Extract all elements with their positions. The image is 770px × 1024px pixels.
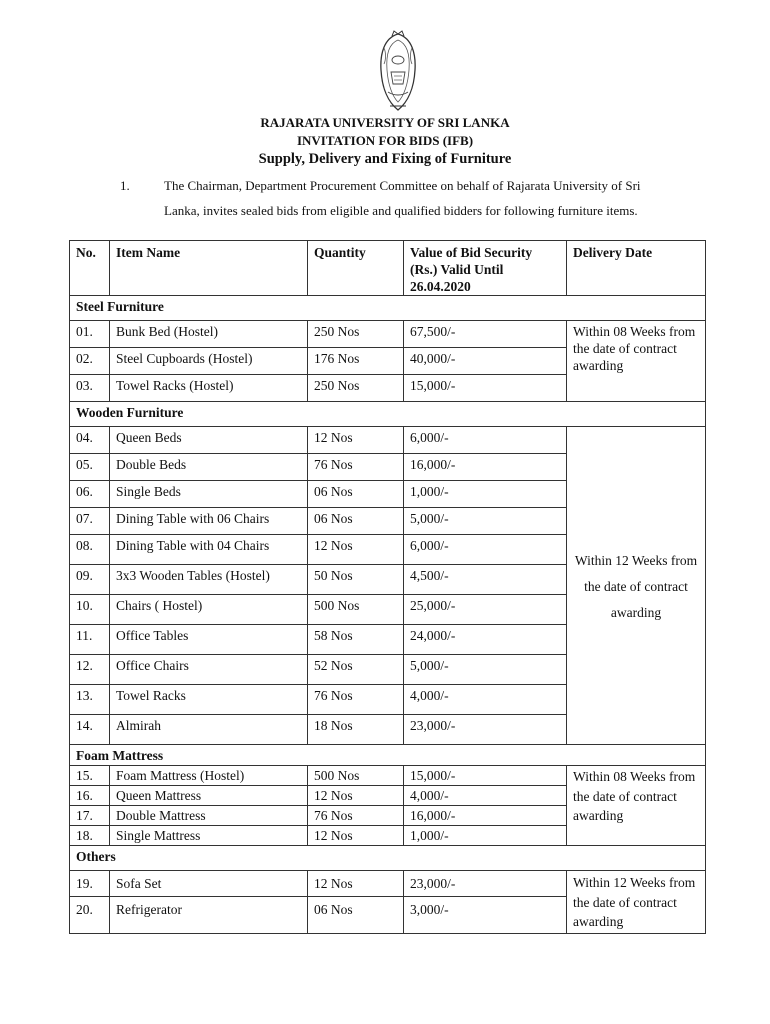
item-number: 14.: [70, 715, 110, 745]
delivery-date: Within 08 Weeks from the date of contract awarding: [567, 766, 706, 846]
item-quantity: 18 Nos: [308, 715, 404, 745]
document-title: INVITATION FOR BIDS (IFB): [296, 133, 474, 148]
section-title: Wooden Furniture: [70, 402, 706, 427]
item-bid-security: 16,000/-: [404, 806, 567, 826]
item-number: 12.: [70, 655, 110, 685]
header-no: No.: [70, 241, 110, 296]
university-crest-logo: [374, 30, 422, 114]
item-quantity: 500 Nos: [308, 766, 404, 786]
item-number: 09.: [70, 565, 110, 595]
item-quantity: 250 Nos: [308, 375, 404, 402]
item-number: 04.: [70, 427, 110, 454]
item-bid-security: 4,000/-: [404, 685, 567, 715]
item-name: Office Tables: [110, 625, 308, 655]
section-row: [70, 296, 706, 321]
header-delivery-date: Delivery Date: [567, 241, 706, 296]
item-number: 15.: [70, 766, 110, 786]
item-number: 20.: [70, 897, 110, 934]
item-number: 10.: [70, 595, 110, 625]
item-name: Chairs ( Hostel): [110, 595, 308, 625]
header-bid-security: Value of Bid Security (Rs.) Valid Until 26.04.2020: [404, 241, 567, 296]
item-number: 02.: [70, 348, 110, 375]
item-bid-security: 23,000/-: [404, 715, 567, 745]
item-quantity: 50 Nos: [308, 565, 404, 595]
item-quantity: 176 Nos: [308, 348, 404, 375]
item-bid-security: 4,000/-: [404, 786, 567, 806]
item-quantity: 06 Nos: [308, 508, 404, 535]
item-quantity: 500 Nos: [308, 595, 404, 625]
item-bid-security: 5,000/-: [404, 508, 567, 535]
item-number: 19.: [70, 871, 110, 897]
table-row: [70, 871, 706, 897]
item-name: Towel Racks (Hostel): [110, 375, 308, 402]
item-quantity: 06 Nos: [308, 897, 404, 934]
section-row: [70, 846, 706, 871]
delivery-date: Within 08 Weeks from the date of contract awarding: [567, 321, 706, 402]
item-name: Dining Table with 06 Chairs: [110, 508, 308, 535]
item-bid-security: 3,000/-: [404, 897, 567, 934]
item-number: 17.: [70, 806, 110, 826]
item-name: Refrigerator: [110, 897, 308, 934]
item-quantity: 12 Nos: [308, 427, 404, 454]
item-bid-security: 15,000/-: [404, 766, 567, 786]
item-name: Queen Mattress: [110, 786, 308, 806]
item-bid-security: 40,000/-: [404, 348, 567, 375]
item-bid-security: 16,000/-: [404, 454, 567, 481]
item-name: Double Mattress: [110, 806, 308, 826]
table-row: [70, 766, 706, 786]
item-number: 03.: [70, 375, 110, 402]
item-bid-security: 15,000/-: [404, 375, 567, 402]
item-number: 16.: [70, 786, 110, 806]
item-quantity: 58 Nos: [308, 625, 404, 655]
item-name: 3x3 Wooden Tables (Hostel): [110, 565, 308, 595]
section-title: Steel Furniture: [70, 296, 706, 321]
item-bid-security: 24,000/-: [404, 625, 567, 655]
item-name: Steel Cupboards (Hostel): [110, 348, 308, 375]
item-number: 13.: [70, 685, 110, 715]
delivery-date: Within 12 Weeks from the date of contract awarding: [567, 427, 706, 745]
item-number: 01.: [70, 321, 110, 348]
item-bid-security: 5,000/-: [404, 655, 567, 685]
table-row: [70, 427, 706, 454]
intro-line-1: The Chairman, Department Procurement Committee on behalf of Rajarata University of Sri: [164, 178, 641, 193]
item-quantity: 76 Nos: [308, 454, 404, 481]
bid-subject: Supply, Delivery and Fixing of Furniture: [258, 151, 512, 167]
item-quantity: 76 Nos: [308, 806, 404, 826]
item-bid-security: 23,000/-: [404, 871, 567, 897]
item-quantity: 250 Nos: [308, 321, 404, 348]
item-quantity: 06 Nos: [308, 481, 404, 508]
item-bid-security: 25,000/-: [404, 595, 567, 625]
furniture-bid-table: [69, 240, 706, 934]
item-number: 08.: [70, 535, 110, 565]
section-title: Foam Mattress: [70, 745, 706, 766]
item-name: Foam Mattress (Hostel): [110, 766, 308, 786]
item-name: Towel Racks: [110, 685, 308, 715]
item-quantity: 52 Nos: [308, 655, 404, 685]
item-name: Single Mattress: [110, 826, 308, 846]
item-bid-security: 1,000/-: [404, 826, 567, 846]
section-row: [70, 745, 706, 766]
header-quantity: Quantity: [308, 241, 404, 296]
intro-line-2: Lanka, invites sealed bids from eligible and qualified bidders for following furniture items.: [164, 203, 638, 218]
item-bid-security: 4,500/-: [404, 565, 567, 595]
item-name: Bunk Bed (Hostel): [110, 321, 308, 348]
item-quantity: 12 Nos: [308, 871, 404, 897]
item-name: Sofa Set: [110, 871, 308, 897]
item-name: Office Chairs: [110, 655, 308, 685]
item-number: 07.: [70, 508, 110, 535]
item-number: 18.: [70, 826, 110, 846]
item-quantity: 76 Nos: [308, 685, 404, 715]
header-item-name: Item Name: [110, 241, 308, 296]
university-name: RAJARATA UNIVERSITY OF SRI LANKA: [260, 115, 510, 130]
item-bid-security: 67,500/-: [404, 321, 567, 348]
item-name: Queen Beds: [110, 427, 308, 454]
item-quantity: 12 Nos: [308, 786, 404, 806]
item-number: 06.: [70, 481, 110, 508]
item-name: Almirah: [110, 715, 308, 745]
item-quantity: 12 Nos: [308, 535, 404, 565]
item-number: 11.: [70, 625, 110, 655]
item-name: Dining Table with 04 Chairs: [110, 535, 308, 565]
table-header-row: [70, 241, 706, 296]
item-number: 05.: [70, 454, 110, 481]
item-name: Single Beds: [110, 481, 308, 508]
paragraph-number: 1.: [120, 178, 130, 193]
item-bid-security: 6,000/-: [404, 427, 567, 454]
item-bid-security: 6,000/-: [404, 535, 567, 565]
item-quantity: 12 Nos: [308, 826, 404, 846]
item-bid-security: 1,000/-: [404, 481, 567, 508]
item-name: Double Beds: [110, 454, 308, 481]
delivery-date: Within 12 Weeks from the date of contract awarding: [567, 871, 706, 934]
section-title: Others: [70, 846, 706, 871]
section-row: [70, 402, 706, 427]
table-row: [70, 321, 706, 348]
